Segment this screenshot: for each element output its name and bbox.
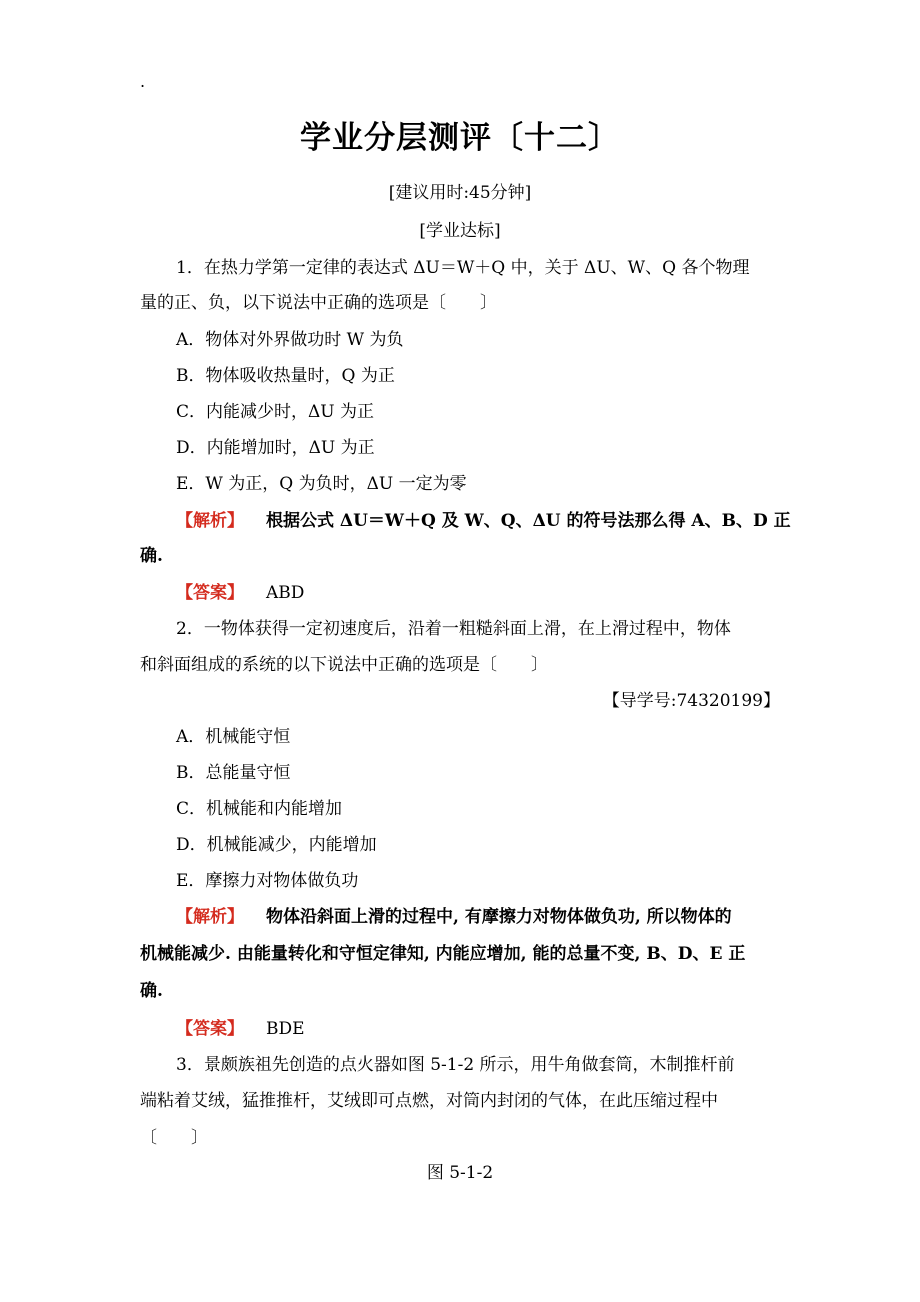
- q2-answer: [140, 1014, 780, 1039]
- q1-analysis: [140, 506, 791, 531]
- q1-option-e: E．W 为正，Q 为负时，ΔU 一定为零: [176, 474, 467, 494]
- q1-analysis-line2: 确.: [140, 546, 163, 566]
- time-note: [建议用时:45分钟]: [388, 183, 532, 203]
- q1-option-c: C．内能减少时，ΔU 为正: [176, 402, 375, 422]
- q2-analysis-text: 物体沿斜面上滑的过程中, 有摩擦力对物体做负功, 所以物体的: [266, 907, 732, 927]
- q1-answer: [140, 578, 780, 603]
- q1-answer-value: ABD: [266, 583, 305, 603]
- q1-option-d: D．内能增加时，ΔU 为正: [176, 438, 375, 458]
- q1-analysis-tag: 【解析】: [176, 511, 244, 531]
- q2-answer-tag: 【答案】: [176, 1019, 244, 1039]
- q2-option-b: B．总能量守恒: [176, 763, 291, 783]
- q2-analysis: [140, 902, 780, 927]
- q1-analysis-text: 根据公式 ΔU＝W＋Q 及 W、Q、ΔU 的符号法那么得 A、B、D 正: [266, 511, 791, 531]
- q1-option-b: B．物体吸收热量时，Q 为正: [176, 366, 395, 386]
- q2-answer-value: BDE: [266, 1019, 305, 1039]
- q2-option-d: D．机械能减少，内能增加: [176, 835, 377, 855]
- q1-stem-line1: 1．在热力学第一定律的表达式 ΔU＝W＋Q 中，关于 ΔU、W、Q 各个物理: [176, 258, 750, 278]
- q2-analysis-line2: 机械能减少. 由能量转化和守恒定律知, 内能应增加, 能的总量不变, B、D、E 正: [140, 944, 746, 964]
- section-heading: [学业达标]: [419, 221, 501, 241]
- q3-stem-line3: 〔 〕: [140, 1128, 208, 1148]
- q2-guide-number: 【导学号:74320199】: [602, 691, 780, 711]
- page-title: 学业分层测评〔十二〕: [300, 120, 620, 156]
- q2-analysis-line3: 确.: [140, 981, 163, 1001]
- q2-analysis-tag: 【解析】: [176, 907, 244, 927]
- q2-option-c: C．机械能和内能增加: [176, 799, 343, 819]
- figure-caption: 图 5-1-2: [426, 1163, 494, 1183]
- q1-answer-tag: 【答案】: [176, 583, 244, 603]
- q2-stem-line2: 和斜面组成的系统的以下说法中正确的选项是〔 〕: [140, 655, 548, 675]
- q1-stem-line2: 量的正、负，以下说法中正确的选项是〔 〕: [140, 293, 497, 313]
- q2-option-e: E．摩擦力对物体做负功: [176, 871, 359, 891]
- q1-option-a: A．物体对外界做功时 W 为负: [176, 330, 404, 350]
- q3-stem-line1: 3．景颇族祖先创造的点火器如图 5-1-2 所示，用牛角做套筒，木制推杆前: [176, 1055, 735, 1075]
- page-marker: .: [140, 72, 146, 91]
- q2-stem-line1: 2．一物体获得一定初速度后，沿着一粗糙斜面上滑，在上滑过程中，物体: [176, 619, 731, 639]
- q2-option-a: A．机械能守恒: [176, 727, 291, 747]
- q3-stem-line2: 端粘着艾绒，猛推推杆，艾绒即可点燃，对筒内封闭的气体，在此压缩过程中: [140, 1091, 718, 1111]
